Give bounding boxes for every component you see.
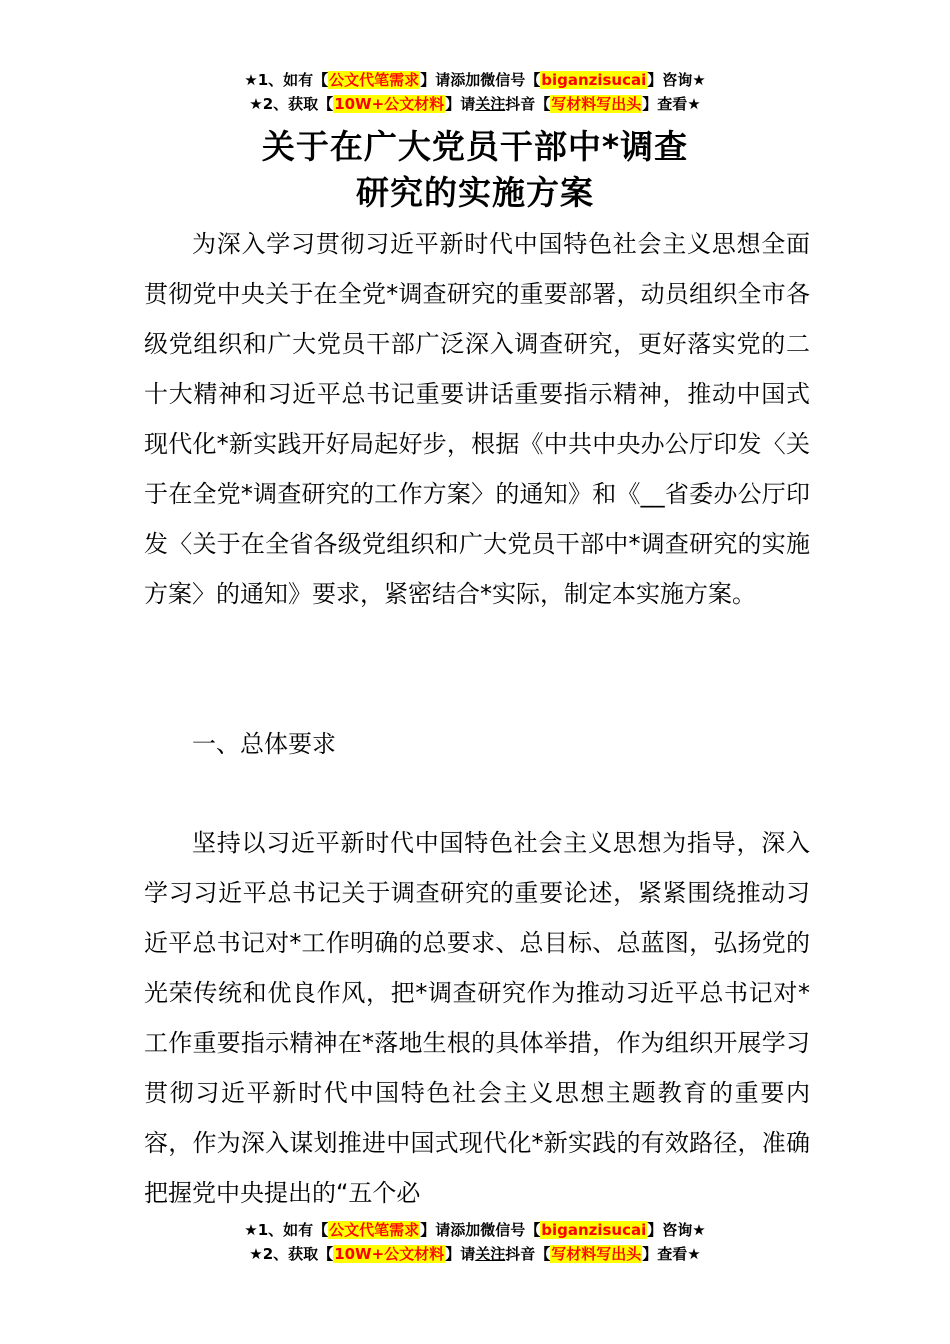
highlight-wechat-id: biganzisucai [541,71,647,89]
title-line-2: 研究的实施方案 [356,173,594,212]
intro-paragraph: 为深入学习贯彻习近平新时代中国特色社会主义思想全面贯彻党中央关于在全党*调查研究的重要部署，动员组织全市各级党组织和广大党员干部广泛深入调查研究，更好落实党的二十大精神和习近平总书记重要讲话重要指示精神，推动中国式现代化*新实践开好局起好步，根据《中共中央办公厅印发〈关于在全党*调查研究的工作方案〉的通知》和《__省委办公厅印发〈关于在全省各级党组织和广大党员干部中*调查研究的实施方案〉的通知》要求，紧密结合*实际，制定本实施方案。 [144,230,810,608]
banner-line-1: ★1、如有【公文代笔需求】请添加微信号【biganzisucai】咨询★ [244,1221,706,1239]
highlight-service: 公文代笔需求 [329,71,420,89]
highlight-wechat-id: biganzisucai [541,1221,647,1239]
highlight-materials: 10W+公文材料 [334,95,445,113]
section-heading: 一、总体要求 [192,730,336,758]
requirements-paragraph-block [144,818,810,1218]
highlight-service: 公文代笔需求 [329,1221,420,1239]
title-line-1: 关于在广大党员干部中*调查 [261,127,689,166]
highlight-douyin-account: 写材料写出头 [551,1245,642,1263]
intro-paragraph-block [144,219,810,619]
ad-banner-top [0,68,950,116]
banner-line-2: ★2、获取【10W+公文材料】请关注抖音【写材料写出头】查看★ [249,95,701,113]
document-title [0,124,950,216]
banner-line-2: ★2、获取【10W+公文材料】请关注抖音【写材料写出头】查看★ [249,1245,701,1263]
requirements-paragraph: 坚持以习近平新时代中国特色社会主义思想为指导，深入学习习近平总书记关于调查研究的重要论述，紧紧围绕推动习近平总书记对*工作明确的总要求、总目标、总蓝图，弘扬党的光荣传统和优良作风，把*调查研究作为推动习近平总书记对*工作重要指示精神在*落地生根的具体举措，作为组织开展学习贯彻习近平新时代中国特色社会主义思想主题教育的重要内容，作为深入谋划推进中国式现代化*新实践的有效路径，准确把握党中央提出的“五个必 [144,829,810,1207]
ad-banner-bottom [0,1218,950,1266]
banner-line-1: ★1、如有【公文代笔需求】请添加微信号【biganzisucai】咨询★ [244,71,706,89]
highlight-douyin-account: 写材料写出头 [551,95,642,113]
highlight-materials: 10W+公文材料 [334,1245,445,1263]
